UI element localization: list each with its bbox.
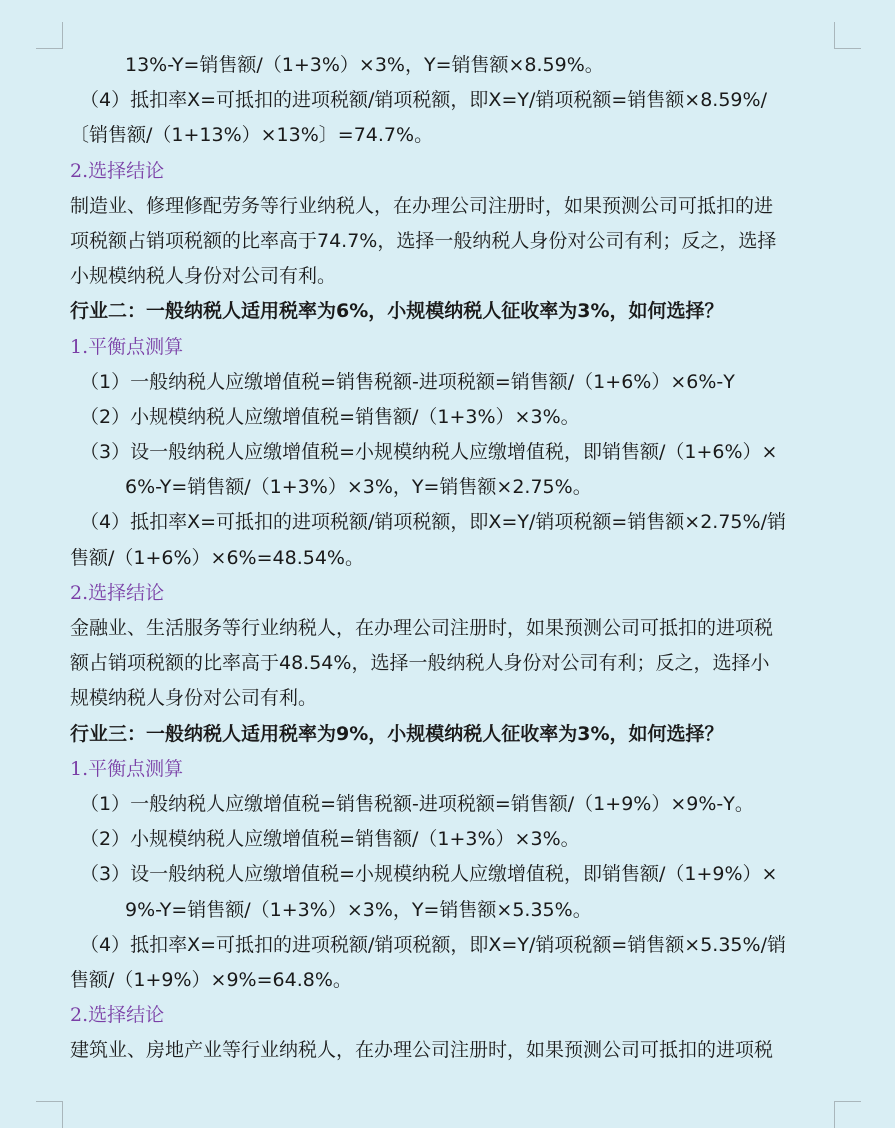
paragraph-line: 项税额占销项税额的比率高于74.7%，选择一般纳税人身份对公司有利；反之，选择 [70,229,777,252]
industry-heading: 行业二：一般纳税人适用税率为6%，小规模纳税人征收率为3%，如何选择？ [70,300,724,323]
list-item: （4）抵扣率X=可抵扣的进项税额/销项税额，即X=Y/销项税额=销售额×2.75%/销 [80,511,786,534]
paragraph-line: 〔销售额/（1+13%）×13%〕=74.7%。 [70,124,434,147]
page-corner-mark-top-right [834,22,861,49]
list-item: （2）小规模纳税人应缴增值税=销售额/（1+3%）×3%。 [80,405,580,428]
section-heading: 2.选择结论 [70,1004,165,1027]
document-page [70,48,835,1068]
list-item: （1）一般纳税人应缴增值税=销售税额-进项税额=销售额/（1+9%）×9%-Y。 [80,792,754,815]
paragraph-line: 规模纳税人身份对公司有利。 [70,687,318,710]
paragraph-line: 额占销项税额的比率高于48.54%，选择一般纳税人身份对公司有利；反之，选择小 [70,652,770,675]
paragraph-line: 制造业、修理修配劳务等行业纳税人，在办理公司注册时，如果预测公司可抵扣的进 [70,194,774,217]
paragraph-line: 金融业、生活服务等行业纳税人，在办理公司注册时，如果预测公司可抵扣的进项税 [70,617,774,639]
formula-continuation: 6%-Y=销售额/（1+3%）×3%，Y=销售额×2.75%。 [125,476,592,499]
list-item: （2）小规模纳税人应缴增值税=销售额/（1+3%）×3%。 [80,828,580,851]
paragraph-line: 售额/（1+6%）×6%=48.54%。 [70,546,364,569]
list-item: （4）抵扣率X=可抵扣的进项税额/销项税额，即X=Y/销项税额=销售额×5.35%/销 [80,933,786,956]
list-item: （3）设一般纳税人应缴增值税=小规模纳税人应缴增值税，即销售额/（1+6%）× [80,441,778,464]
page-corner-mark-top-left [36,22,63,49]
industry-heading: 行业三：一般纳税人适用税率为9%，小规模纳税人征收率为3%，如何选择？ [70,722,724,745]
paragraph-line: 售额/（1+9%）×9%=64.8%。 [70,968,352,991]
paragraph-line: 小规模纳税人身份对公司有利。 [70,265,337,288]
section-heading: 2.选择结论 [70,581,165,604]
list-item: （3）设一般纳税人应缴增值税=小规模纳税人应缴增值税，即销售额/（1+9%）× [80,863,778,886]
section-heading: 1.平衡点测算 [70,757,184,780]
section-heading: 1.平衡点测算 [70,335,184,358]
page-corner-mark-bottom-left [36,1101,63,1128]
formula-continuation: 9%-Y=销售额/（1+3%）×3%，Y=销售额×5.35%。 [125,898,592,921]
page-corner-mark-bottom-right [834,1101,861,1128]
paragraph-line: 建筑业、房地产业等行业纳税人，在办理公司注册时，如果预测公司可抵扣的进项税 [70,1039,774,1062]
list-item: （4）抵扣率X=可抵扣的进项税额/销项税额，即X=Y/销项税额=销售额×8.59%/ [80,89,767,112]
list-item: （1）一般纳税人应缴增值税=销售税额-进项税额=销售额/（1+6%）×6%-Y [80,370,735,393]
section-heading: 2.选择结论 [70,159,165,182]
formula-continuation: 13%-Y=销售额/（1+3%）×3%，Y=销售额×8.59%。 [125,54,604,76]
